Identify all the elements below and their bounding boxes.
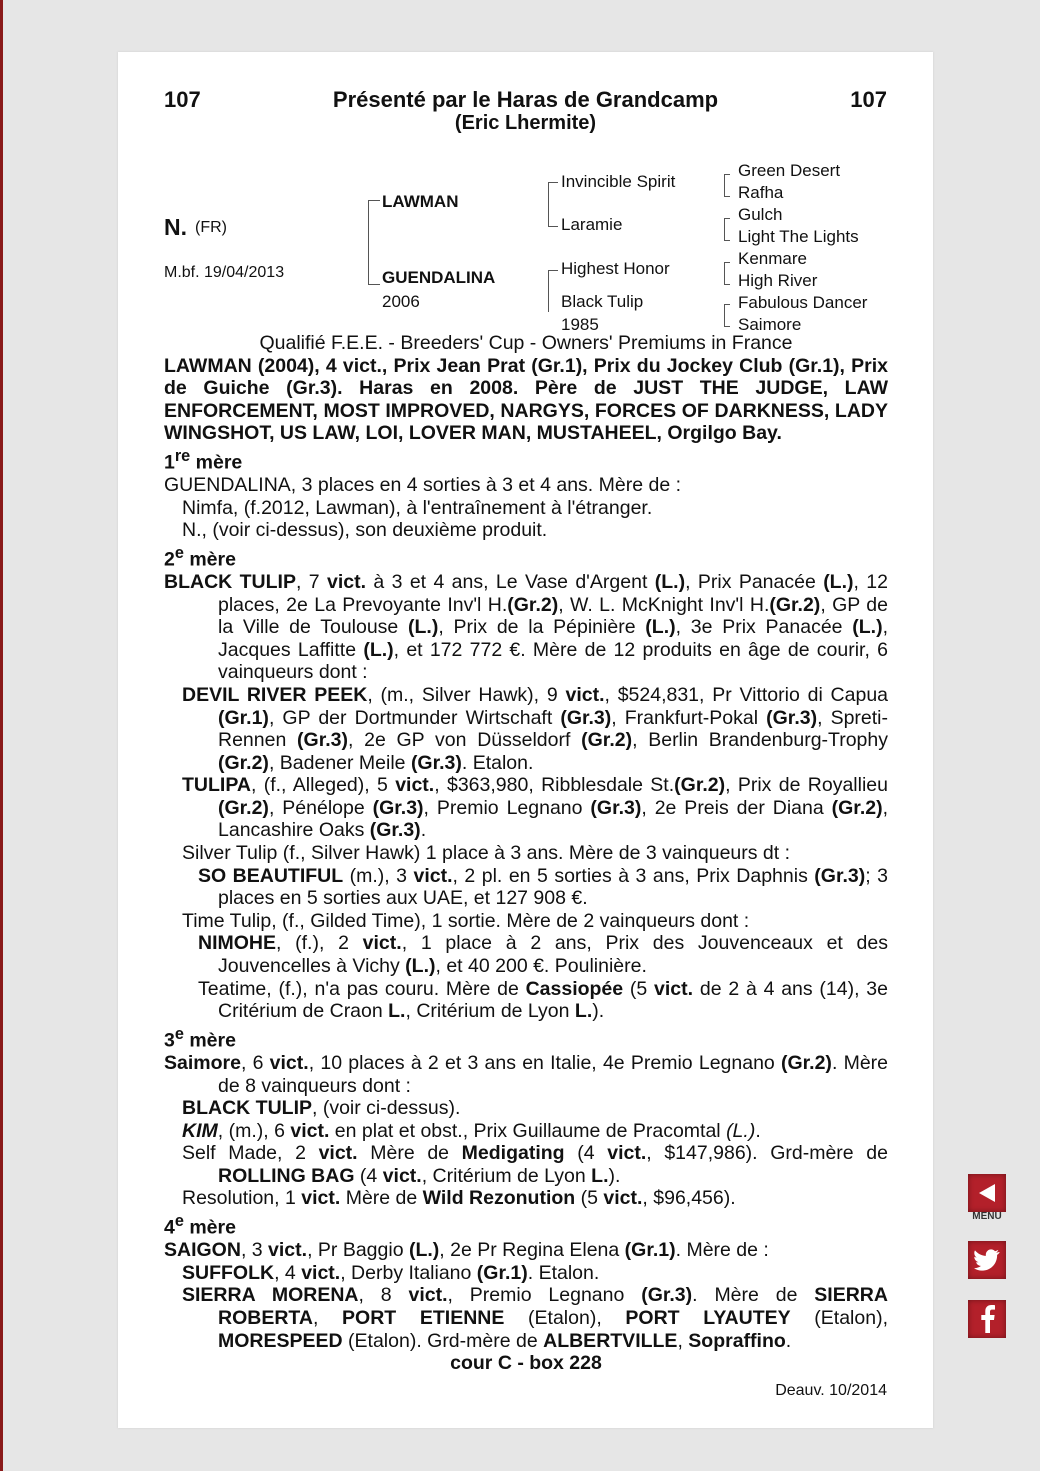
sierra-morena-paragraph: SIERRA MORENA, 8 vict., Premio Legnano (Gr.3). Mère de SIERRA ROBERTA, PORT ETIENNE (Etalon), PORT LYAUTEY (Etalon), MORESPEED (Etalon). Grd-mère de ALBERTVILLE, Sopraffino.: [182, 1284, 888, 1352]
lot-number-right: 107: [850, 87, 887, 112]
menu-button[interactable]: [968, 1174, 1006, 1212]
presenter-title: Présenté par le Haras de Grandcamp: [332, 87, 719, 112]
saigon-line: SAIGON, 3 vict., Pr Baggio (L.), 2e Pr Regina Elena (Gr.1). Mère de :: [164, 1239, 769, 1262]
teatime-paragraph: Teatime, (f.), n'a pas couru. Mère de Cassiopée (5 vict. de 2 à 4 ans (14), 3e Critérium de Craon L., Critérium de Lyon L.).: [198, 977, 888, 1023]
so-beautiful-paragraph: SO BEAUTIFUL (m.), 3 vict., 2 pl. en 5 sorties à 3 ans, Prix Daphnis (Gr.3); 3 places en 5 sorties aux UAE, et 127 908 €.: [198, 864, 888, 910]
sire-sire: Invincible Spirit: [561, 172, 676, 191]
dam-sire: Highest Honor: [561, 259, 670, 278]
dam-name: GUENDALINA: [382, 268, 496, 287]
facebook-f-icon: [977, 1305, 997, 1333]
produce-nimfa: Nimfa, (f.2012, Lawman), à l'entraînement à l'étranger.: [182, 496, 653, 519]
self-made-paragraph: Self Made, 2 vict. Mère de Medigating (4 vict., $147,986). Grd-mère de ROLLING BAG (4 vict., Critérium de Lyon L.).: [182, 1142, 888, 1187]
box-location: cour C - box 228: [450, 1352, 602, 1375]
presenter-subtitle: (Eric Lhermite): [454, 112, 597, 134]
triangle-left-icon: [975, 1181, 999, 1205]
silver-tulip-line: Silver Tulip (f., Silver Hawk) 1 place à 3 ans. Mère de 3 vainqueurs dt :: [182, 842, 791, 865]
resolution-line: Resolution, 1 vict. Mère de Wild Rezonution (5 vict., $96,456).: [182, 1187, 736, 1210]
catalogue-page: [118, 52, 933, 1428]
dam-year: 2006: [382, 292, 420, 311]
dam-dam: Black Tulip: [561, 292, 644, 311]
nimohe-paragraph: NIMOHE, (f.), 2 vict., 1 place à 2 ans, Prix des Jouvenceaux et des Jouvencelles à Vichy (L.), et 40 200 €. Poulinière.: [198, 932, 888, 978]
dd-sire: Fabulous Dancer: [738, 293, 868, 312]
left-edge-stripe: [0, 0, 3, 1471]
saimore-paragraph: Saimore, 6 vict., 10 places à 2 et 3 ans en Italie, 4e Premio Legnano (Gr.2). Mère de 8 vainqueurs dont :: [164, 1051, 889, 1097]
sd-sire: Gulch: [738, 205, 783, 224]
time-tulip-line: Time Tulip, (f., Gilded Time), 1 sortie. Mère de 2 vainqueurs dont :: [182, 909, 750, 932]
ds-sire: Kenmare: [738, 249, 807, 268]
horse-country: (FR): [195, 219, 227, 236]
section-first-dam: 1re mère: [164, 446, 243, 474]
twitter-button[interactable]: [968, 1241, 1006, 1279]
produce-n: N., (voir ci-dessus), son deuxième produit.: [182, 519, 548, 542]
suffolk-line: SUFFOLK, 4 vict., Derby Italiano (Gr.1). Etalon.: [182, 1261, 600, 1284]
ss-dam: Rafha: [738, 183, 784, 202]
horse-name: N.: [164, 214, 187, 240]
twitter-bird-icon: [974, 1249, 1000, 1271]
first-dam-line: GUENDALINA, 3 places en 4 sorties à 3 et 4 ans. Mère de :: [164, 474, 681, 497]
lot-description: [164, 332, 888, 1375]
qualification-line: Qualifié F.E.E. - Breeders' Cup - Owners' Premiums in France: [259, 332, 793, 354]
ds-dam: High River: [738, 271, 818, 290]
section-fourth-dam: 4e mère: [164, 1212, 236, 1239]
devil-river-peek-paragraph: DEVIL RIVER PEEK, (m., Silver Hawk), 9 vict., $524,831, Pr Vittorio di Capua (Gr.1), GP der Dortmunder Wirtschaft (Gr.3), Frankfurt-Pokal (Gr.3), Spreti-Rennen (Gr.3), 2e GP von Düsseldorf (Gr.2), Berlin Brandenburg-Trophy (Gr.2), Badener Meile (Gr.3). Etalon.: [182, 683, 889, 774]
dam-dam-year: 1985: [561, 315, 599, 334]
horse-info: M.bf. 19/04/2013: [164, 264, 285, 281]
dd-dam: Saimore: [738, 315, 802, 334]
ss-sire: Green Desert: [738, 161, 841, 180]
footer-date: Deauv. 10/2014: [775, 1382, 887, 1399]
sire-paragraph: LAWMAN (2004), 4 vict., Prix Jean Prat (Gr.1), Prix du Jockey Club (Gr.1), Prix de Guiche (Gr.3). Haras en 2008. Père de JUST THE JUDGE, LAW ENFORCEMENT, MOST IMPROVED, NARGYS, FORCES OF DARKNESS, LADY WINGSHOT, US LAW, LOI, LOVER MAN, MUSTAHEEL, Orgilgo Bay.: [164, 354, 888, 445]
facebook-button[interactable]: [968, 1300, 1006, 1338]
menu-label: MENU: [972, 1211, 1002, 1222]
sd-dam: Light The Lights: [738, 227, 859, 246]
section-second-dam: 2e mère: [164, 543, 236, 571]
black-tulip-ref: BLACK TULIP, (voir ci-dessus).: [182, 1097, 461, 1120]
pedigree-table: [118, 52, 933, 342]
section-third-dam: 3e mère: [164, 1024, 236, 1052]
tulipa-paragraph: TULIPA, (f., Alleged), 5 vict., $363,980, Ribblesdale St.(Gr.2), Prix de Royallieu (Gr.2), Pénélope (Gr.3), Premio Legnano (Gr.3), 2e Preis der Diana (Gr.2), Lancashire Oaks (Gr.3).: [182, 774, 888, 842]
sire-dam: Laramie: [561, 215, 623, 234]
kim-line: KIM, (m.), 6 vict. en plat et obst., Prix Guillaume de Pracomtal (L.).: [182, 1119, 761, 1142]
black-tulip-paragraph: BLACK TULIP, 7 vict. à 3 et 4 ans, Le Vase d'Argent (L.), Prix Panacée (L.), 12 places, 2e La Prevoyante Inv'l H.(Gr.2), W. L. McKnight Inv'l H.(Gr.2), GP de la Ville de Toulouse (L.), Prix de la Pépinière (L.), 3e Prix Panacée (L.), Jacques Laffitte (L.), et 172 772 €. Mère de 12 produits en âge de courir, 6 vainqueurs dont :: [164, 570, 888, 684]
lot-number-left: 107: [164, 87, 201, 112]
sire-name: LAWMAN: [382, 192, 459, 211]
